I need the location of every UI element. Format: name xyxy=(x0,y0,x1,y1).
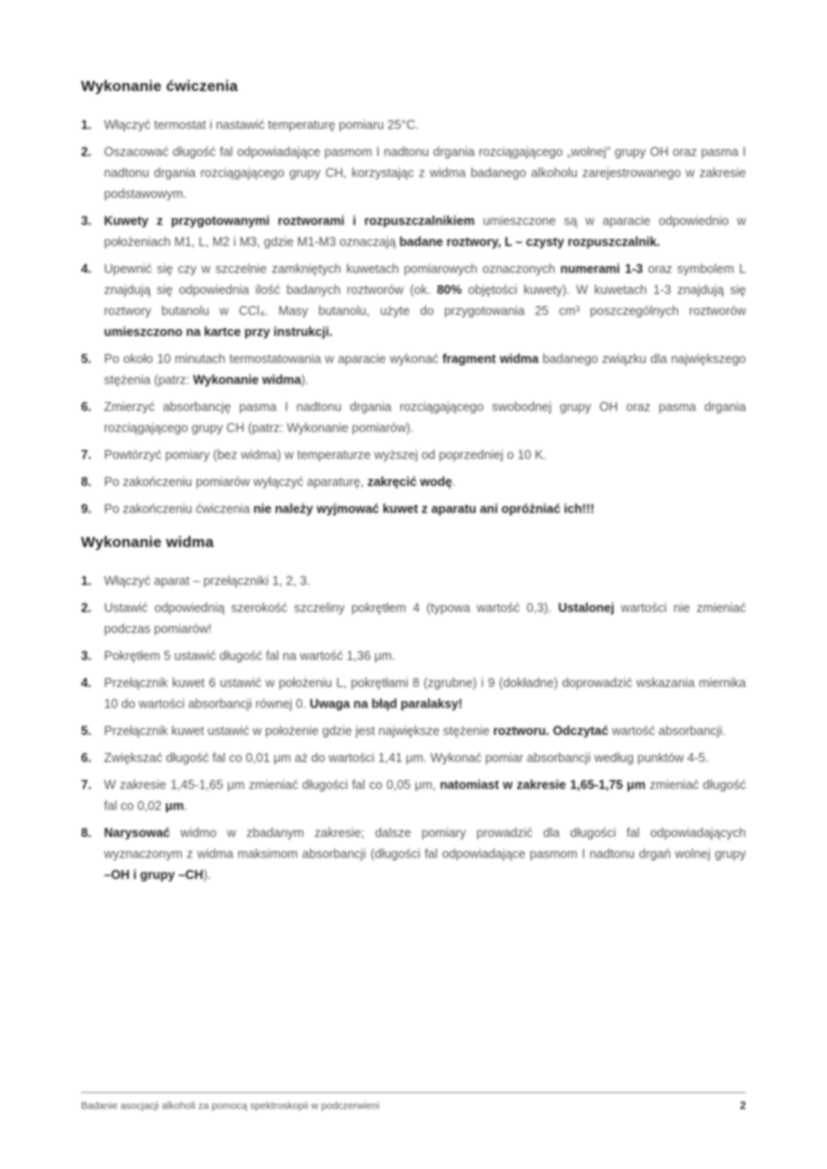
section-heading-wykonanie-widma: Wykonanie widma xyxy=(81,534,214,551)
body-text: Upewnić się czy w szczelnie zamkniętych kuwetach pomiarowych oznaczonych xyxy=(104,262,561,276)
body-text: objętości kuwety). W kuwetach 1-3 znajdują się roztwory butanolu w CCl₄. Masy butanolu, użyte do przygotowania 25 cm³ poszczególnych roztworów xyxy=(104,283,746,318)
section-wykonanie-widma xyxy=(81,534,746,886)
body-text: W zakresie 1,45-1,65 μm zmieniać długości fal co 0,05 μm, xyxy=(104,778,440,792)
section-wykonanie-cwiczenia xyxy=(81,78,746,520)
body-text: ). xyxy=(301,373,309,387)
list-item-number: 5. xyxy=(81,724,92,738)
section-heading-wykonanie-cwiczenia: Wykonanie ćwiczenia xyxy=(81,78,238,95)
list-item-number: 5. xyxy=(81,352,92,366)
list-item xyxy=(81,142,746,205)
page-number: 2 xyxy=(739,1100,746,1112)
list-item-number: 7. xyxy=(81,778,92,792)
list-item-number: 8. xyxy=(81,475,92,489)
body-text: Po zakończeniu ćwiczenia xyxy=(104,502,254,516)
body-text: . xyxy=(183,799,188,813)
list-item-number: 2. xyxy=(81,145,92,159)
emphasis-text: numerami 1-3 xyxy=(560,262,643,276)
emphasis-text: –OH i grupy –CH xyxy=(104,868,204,882)
list-item xyxy=(81,499,746,520)
numbered-list-cwiczenie xyxy=(81,115,746,520)
list-item xyxy=(81,115,746,136)
list-item xyxy=(81,823,746,886)
list-item xyxy=(81,598,746,640)
emphasis-text: Kuwety z przygotowanymi roztworami i rozpuszczalnikiem xyxy=(104,214,475,228)
emphasis-text: natomiast w zakresie 1,65-1,75 μm xyxy=(439,778,646,792)
list-item-number: 1. xyxy=(81,574,92,588)
list-item-number: 9. xyxy=(81,502,92,516)
list-item-number: 4. xyxy=(81,676,92,690)
list-item-number: 4. xyxy=(81,262,92,276)
body-text: Przełącznik kuwet 6 ustawić w położeniu L, pokrętłami 8 (zgrubne) i 9 (dokładne) doprowadzić wskazania miernika 10 do wartości absorbancji równej 0. xyxy=(104,676,746,711)
list-item xyxy=(81,721,746,742)
list-item xyxy=(81,349,746,391)
footer-title: Badanie asocjacji alkoholi za pomocą spektroskopii w podczerwieni xyxy=(81,1101,380,1112)
list-item xyxy=(81,571,746,592)
emphasis-text: umieszczono na kartce przy instrukcji. xyxy=(104,325,333,339)
numbered-list-widmo xyxy=(81,571,746,886)
body-text: widmo w zbadanym zakresie; dalsze pomiary prowadzić dla długości fal odpowiadających wyznaczonym z widma maksimom absorbancji (długości fal odpowiadające pasmom I nadtonu drgań wolnej grupy xyxy=(104,826,746,861)
page-content xyxy=(81,78,746,892)
emphasis-text: zakręcić wodę xyxy=(367,475,453,489)
list-item xyxy=(81,472,746,493)
body-text: ). xyxy=(203,868,211,882)
list-item-number: 3. xyxy=(81,214,92,228)
emphasis-text: badane roztwory, L – czysty rozpuszczalnik. xyxy=(399,235,661,249)
list-item xyxy=(81,397,746,439)
emphasis-text: Uwaga na błąd paralaksy! xyxy=(309,697,463,711)
list-item-number: 6. xyxy=(81,751,92,765)
body-text: Powtórzyć pomiary (bez widma) w temperaturze wyższej od poprzedniej o 10 K. xyxy=(104,448,547,462)
body-text: Po około 10 minutach termostatowania w aparacie wykonać xyxy=(104,352,443,366)
body-text: zmieniać długość fal co 0,02 xyxy=(104,778,746,813)
body-text: oraz symbolem L znajdują się odpowiednia ilość badanych roztworów (ok. xyxy=(104,262,746,297)
emphasis-text: roztworu. xyxy=(493,724,550,738)
page-footer xyxy=(81,1092,746,1112)
emphasis-text: Ustalonej xyxy=(558,601,615,615)
body-text: wartości nie zmieniać podczas pomiarów! xyxy=(104,601,746,636)
body-text: Po zakończeniu pomiarów wyłączyć aparaturę, xyxy=(104,475,368,489)
emphasis-text: μm xyxy=(165,799,184,813)
body-text: Włączyć aparat – przełączniki 1, 2, 3. xyxy=(104,574,311,588)
body-text: . xyxy=(452,475,456,489)
body-text: umieszczone są w aparacie odpowiednio w położeniach M1, L, M2 i M3, gdzie M1-M3 oznaczają xyxy=(104,214,746,249)
list-item xyxy=(81,211,746,253)
body-text: Przełącznik kuwet ustawić w położenie gdzie jest największe stężenie xyxy=(104,724,494,738)
list-item xyxy=(81,748,746,769)
list-item xyxy=(81,445,746,466)
list-item-number: 8. xyxy=(81,826,92,840)
list-item-number: 1. xyxy=(81,118,92,132)
emphasis-text: fragment widma xyxy=(442,352,539,366)
list-item xyxy=(81,775,746,817)
body-text: Zmierzyć absorbancję pasma I nadtonu drgania rozciągającego swobodnej grupy OH oraz pasma drgania rozciągającego grupy CH (patrz: Wykonanie pomiarów). xyxy=(104,400,746,435)
list-item xyxy=(81,646,746,667)
emphasis-text: Odczytać xyxy=(552,724,609,738)
emphasis-text: nie należy wyjmować kuwet z aparatu ani opróżniać ich!!! xyxy=(253,502,595,516)
body-text: Zwiększać długość fal co 0,01 μm aż do wartości 1,41 μm. Wykonać pomiar absorbancji według punktów 4-5. xyxy=(104,751,709,765)
list-item-number: 6. xyxy=(81,400,92,414)
list-item-number: 3. xyxy=(81,649,92,663)
list-item xyxy=(81,259,746,343)
emphasis-text: Narysować xyxy=(104,826,171,840)
body-text: Pokrętłem 5 ustawić długość fal na wartość 1,36 μm. xyxy=(104,649,396,663)
body-text: Ustawić odpowiednią szerokość szczeliny pokrętłem 4 (typowa wartość 0,3). xyxy=(104,601,559,615)
emphasis-text: Wykonanie widma xyxy=(192,373,302,387)
body-text: Włączyć termostat i nastawić temperaturę pomiaru 25°C. xyxy=(104,118,419,132)
body-text: badanego związku dla największego stężenia (patrz: xyxy=(104,352,746,387)
body-text: Oszacować długość fal odpowiadające pasmom I nadtonu drgania rozciągającego „wolnej” grupy OH oraz pasma I nadtonu drgania rozciągającego grupy CH, korzystając z widma badanego alkoholu zarejestrowanego w zakresie podstawowym. xyxy=(104,145,746,201)
list-item xyxy=(81,673,746,715)
list-item-number: 7. xyxy=(81,448,92,462)
emphasis-text: 80% xyxy=(436,283,462,297)
list-item-number: 2. xyxy=(81,601,92,615)
body-text: wartość absorbancji. xyxy=(608,724,726,738)
